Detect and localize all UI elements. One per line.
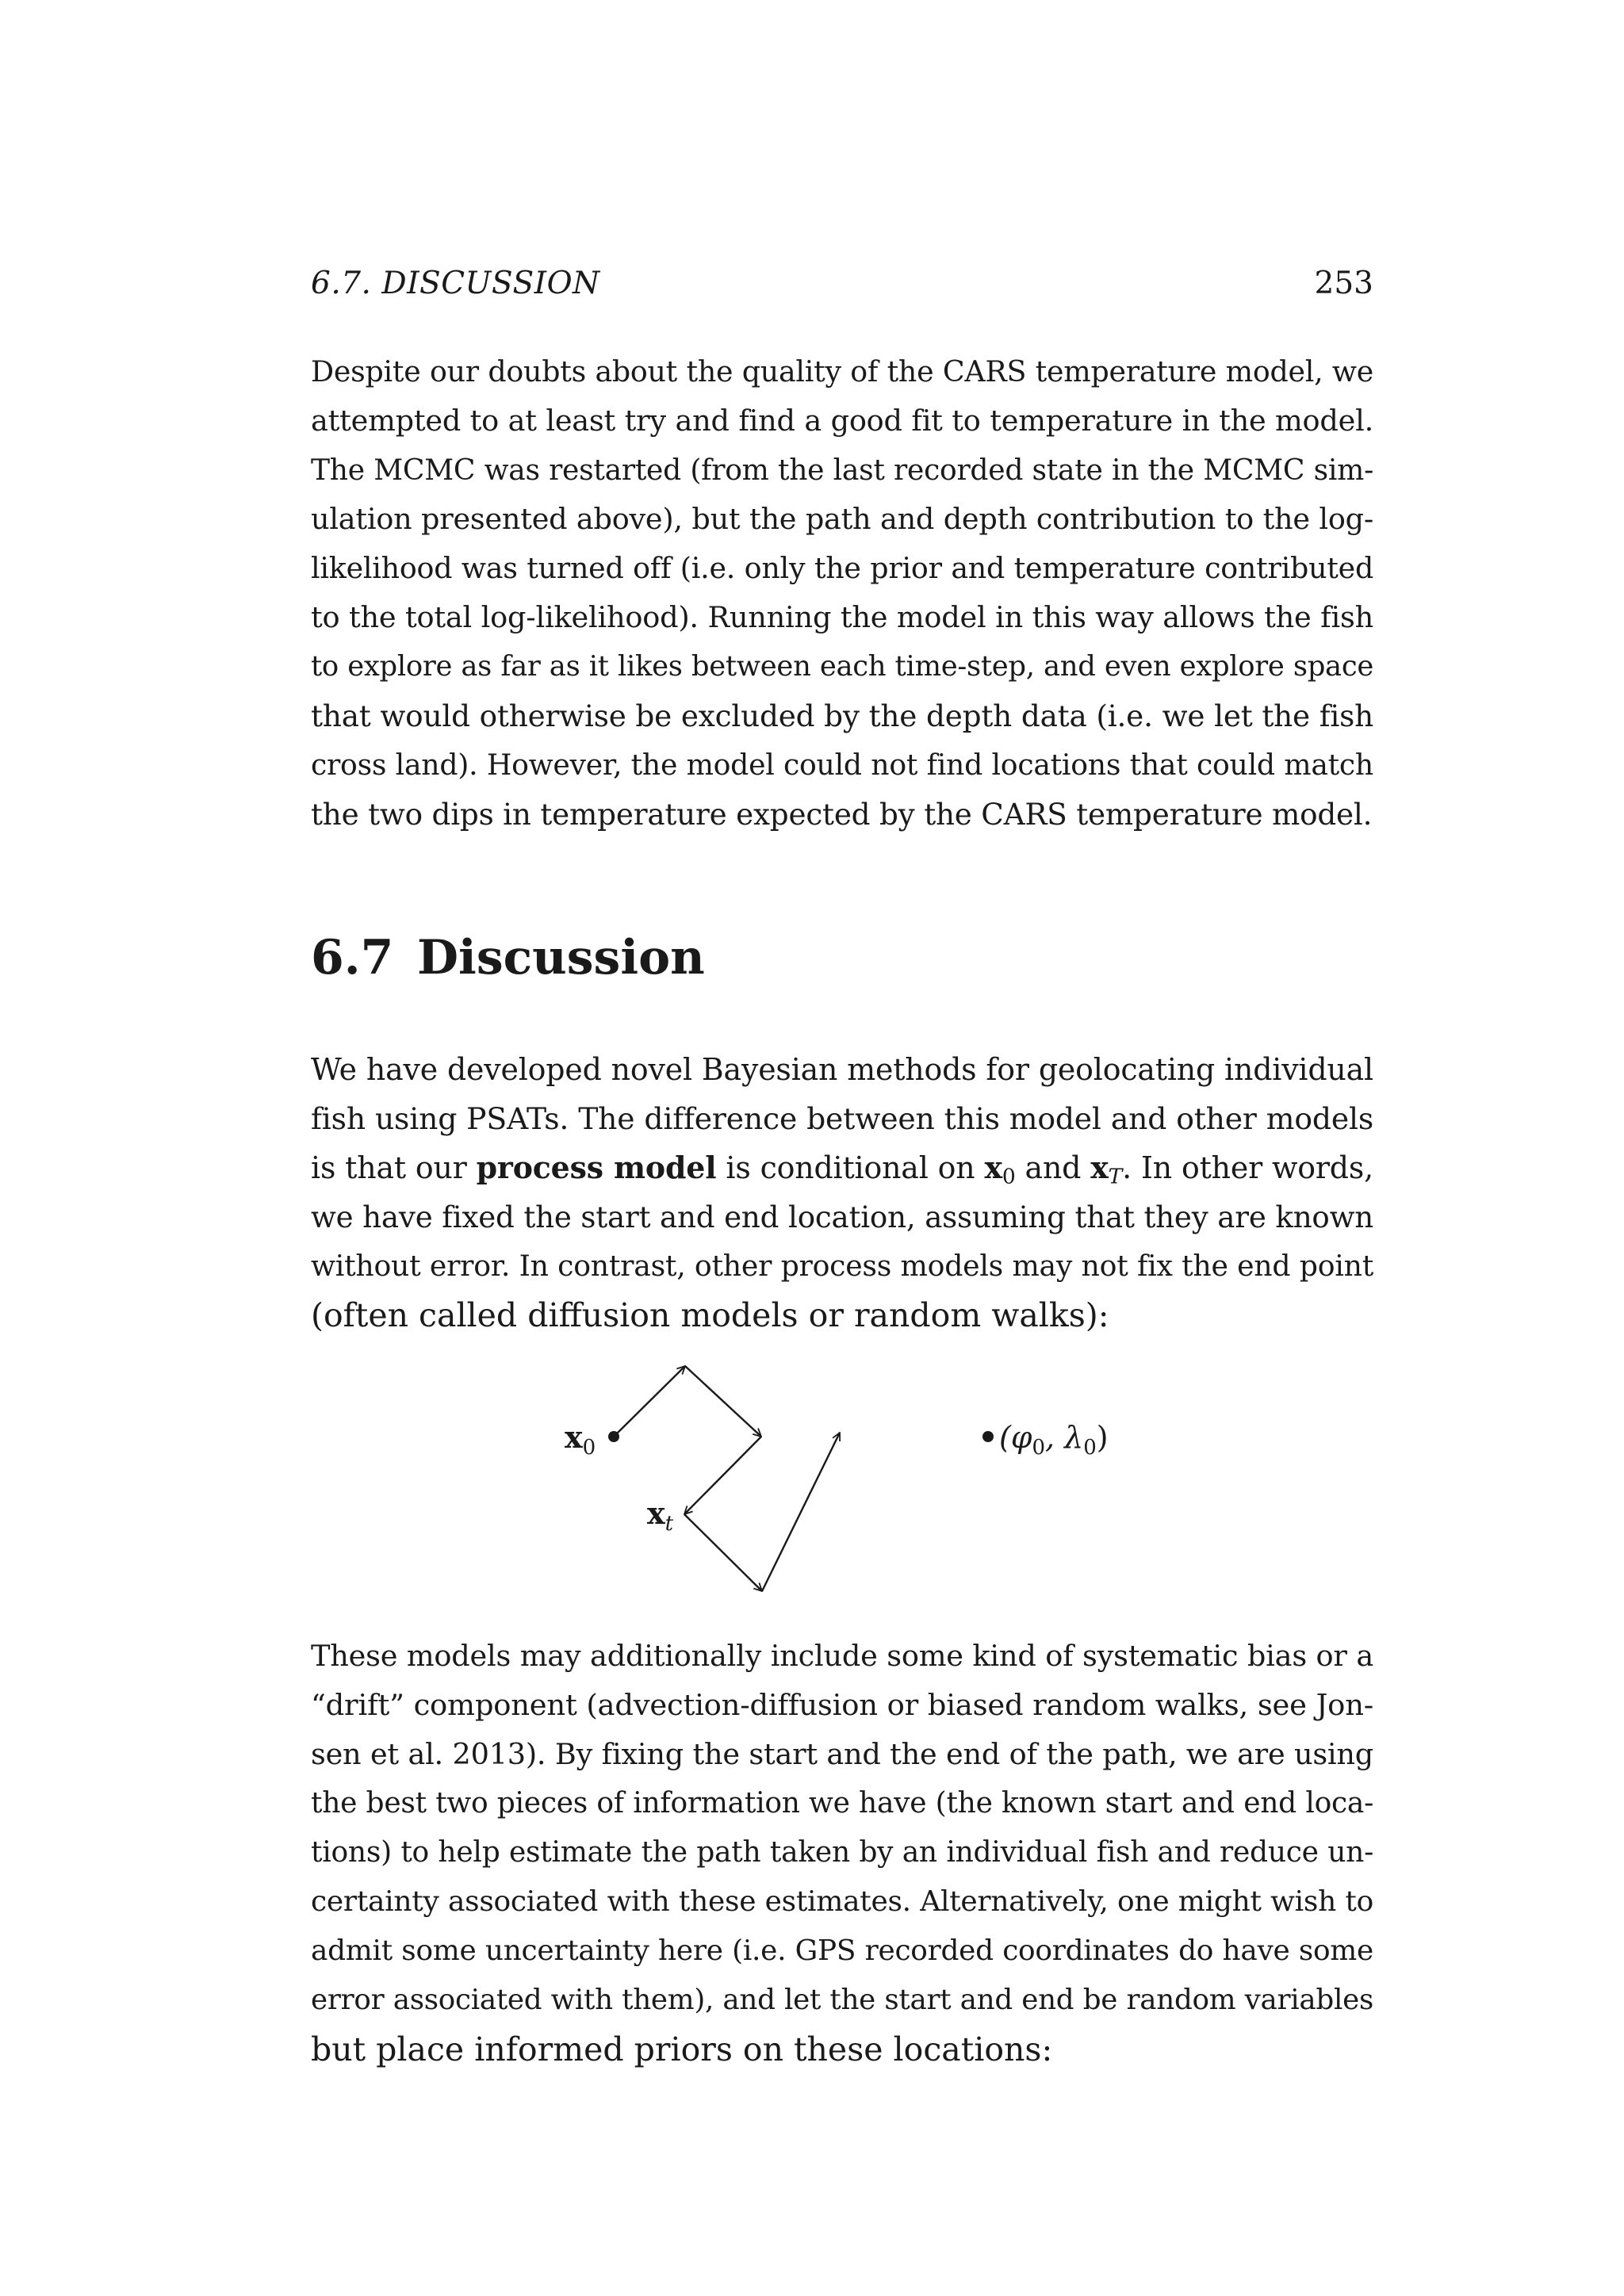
math-base: x — [1090, 1150, 1109, 1185]
intermediate-point-label: $x_t$ — [647, 1495, 674, 1536]
paragraph-drift-models — [311, 1632, 1373, 2074]
random-walk-svg — [539, 1332, 1142, 1609]
paragraph-line: without error. In contrast, other process models may not fix the end point — [311, 1249, 1373, 1283]
paragraph-line: we have fixed the start and end location, assuming that they are known — [311, 1200, 1373, 1234]
running-head — [311, 260, 1373, 308]
paragraph-line: ulation presented above), but the path and depth contribution to the log- — [311, 502, 1373, 536]
path-segment-4 — [684, 1514, 762, 1591]
paragraph-line: but place informed priors on these locations: — [311, 2030, 1053, 2068]
end-location-dot — [982, 1431, 994, 1442]
paragraph-discussion-intro — [311, 1045, 1373, 1340]
paragraph-line: certainty associated with these estimates. Alternatively, one might wish to — [311, 1885, 1373, 1918]
text-run: is that our — [311, 1150, 477, 1185]
paragraph-line: We have developed novel Bayesian methods for geolocating individual — [311, 1052, 1373, 1087]
section-heading — [311, 926, 705, 989]
paragraph-line: cross land). However, the model could not find locations that could match — [311, 748, 1373, 782]
path-segment-2 — [685, 1366, 761, 1437]
math-subscript: T — [1108, 1164, 1123, 1189]
math-x0 — [984, 1150, 1016, 1189]
paragraph-line: that would otherwise be excluded by the depth data (i.e. we let the fish — [311, 698, 1373, 733]
end-location-label: ($\varphi_0$, $\lambda_0$) — [999, 1420, 1109, 1460]
math-xT — [1090, 1150, 1123, 1189]
math-subscript: 0 — [1002, 1164, 1016, 1189]
section-title: Discussion — [417, 930, 705, 985]
paragraph-line: Despite our doubts about the quality of the CARS temperature model, we — [311, 354, 1373, 388]
paragraph-line: tions) to help estimate the path taken by an individual fish and reduce un- — [311, 1836, 1373, 1869]
paragraph-line: (often called diffusion models or random walks): — [311, 1296, 1109, 1334]
bold-term-process-model: process model — [476, 1150, 717, 1185]
path-segment-3 — [684, 1437, 761, 1514]
paragraph-line: sen et al. 2013). By fixing the start and the end of the path, we are using — [311, 1737, 1373, 1771]
paragraph-line: the best two pieces of information we have (the known start and end loca- — [311, 1787, 1373, 1820]
text-run: is conditional on — [716, 1150, 985, 1185]
paragraph-line: error associated with them), and let the start and end be random variables — [311, 1984, 1373, 2016]
paragraph-line: attempted to at least try and find a good fit to temperature in the model. — [311, 404, 1373, 438]
paragraph-line: to explore as far as it likes between each time-step, and even explore space — [311, 650, 1373, 683]
paragraph-line: fish using PSATs. The difference between this model and other models — [311, 1101, 1373, 1136]
text-run: . In other words, — [1122, 1150, 1373, 1185]
text-run: and — [1015, 1150, 1091, 1185]
paragraph-cars-temperature — [311, 347, 1373, 839]
paragraph-line: These models may additionally include some kind of systematic bias or a — [311, 1639, 1373, 1673]
paragraph-line: admit some uncertainty here (i.e. GPS recorded coordinates do have some — [311, 1934, 1373, 1967]
path-segment-1 — [614, 1366, 685, 1437]
paragraph-line: “drift” component (advection-diffusion or biased random walks, see Jon- — [311, 1688, 1373, 1722]
path-segment-5 — [762, 1433, 840, 1591]
paragraph-line: The MCMC was restarted (from the last recorded state in the MCMC sim- — [311, 453, 1373, 487]
start-point-label: $x_0$ — [565, 1419, 596, 1460]
running-head-section: 6.7. DISCUSSION — [311, 266, 600, 301]
paragraph-line: the two dips in temperature expected by the CARS temperature model. — [311, 797, 1373, 832]
section-number: 6.7 — [311, 930, 394, 985]
math-base: x — [984, 1150, 1002, 1185]
page-number: 253 — [1314, 266, 1373, 301]
paragraph-line-with-math — [311, 1143, 1373, 1192]
random-walk-diagram — [539, 1332, 1142, 1609]
paragraph-line: likelihood was turned off (i.e. only the prior and temperature contributed — [311, 551, 1373, 585]
paragraph-line: to the total log-likelihood). Running the model in this way allows the fish — [311, 600, 1373, 634]
